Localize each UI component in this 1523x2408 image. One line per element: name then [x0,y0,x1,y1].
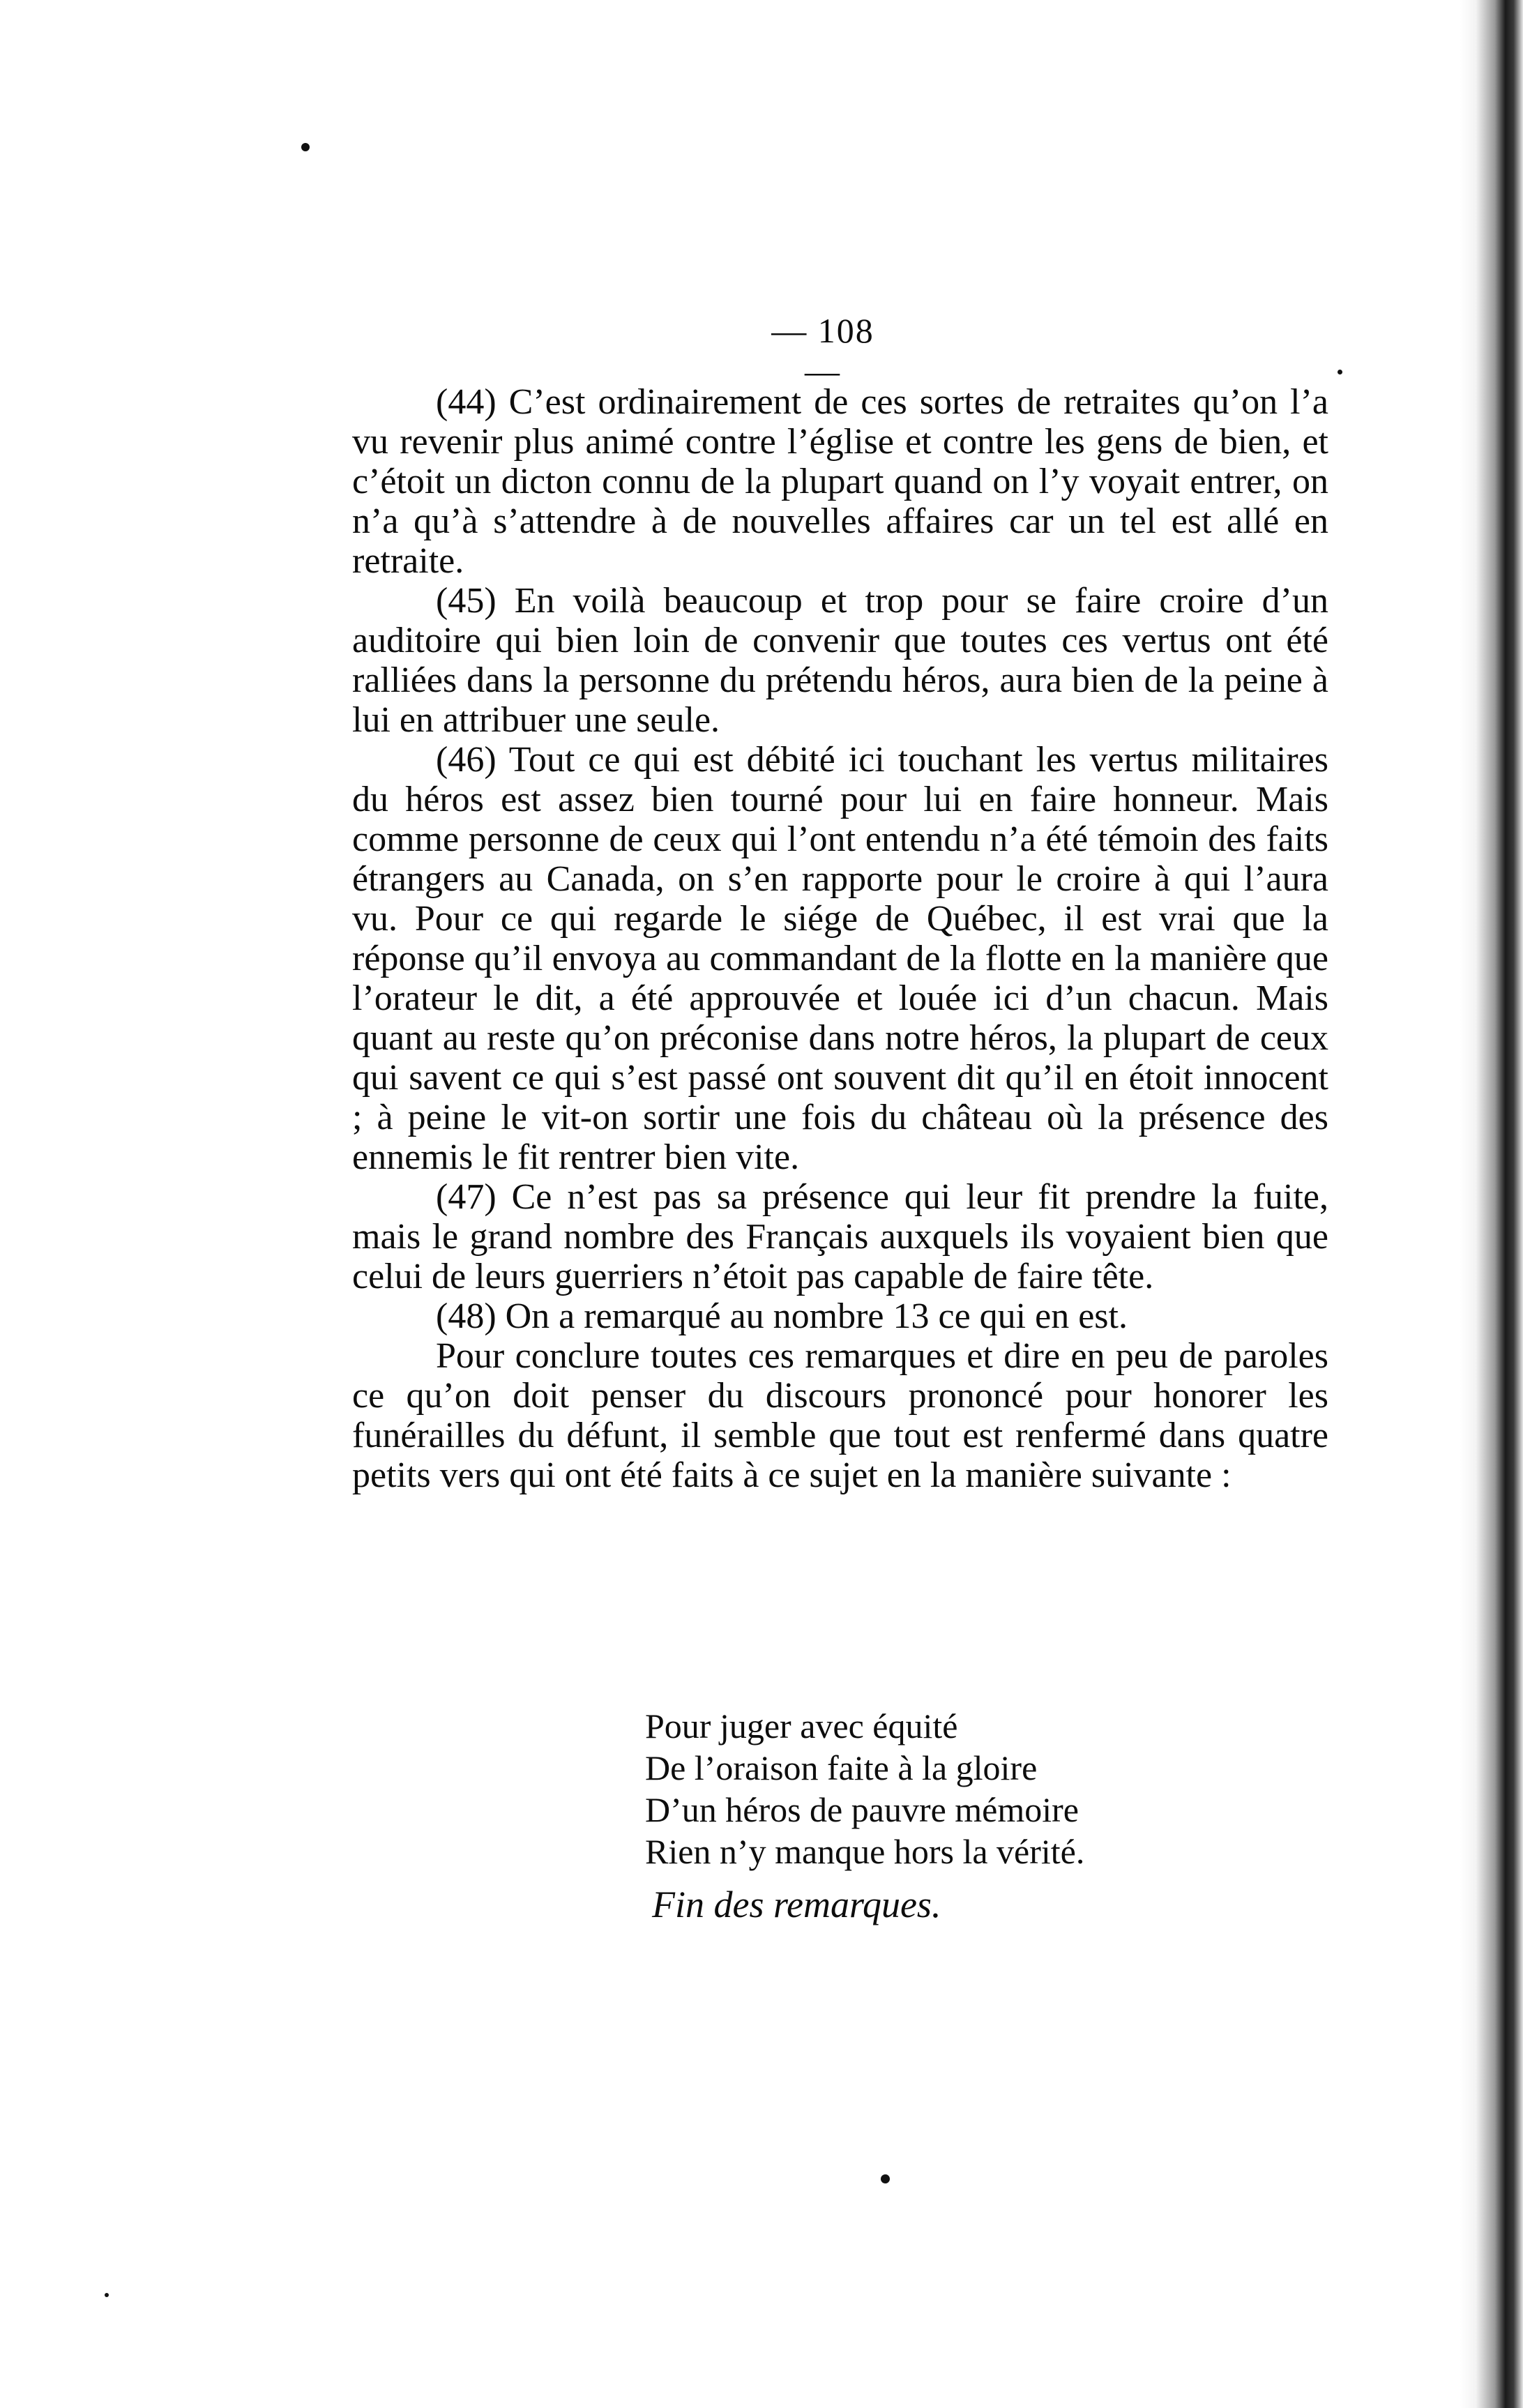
verse-line: D’un héros de pauvre mémoire [645,1790,1079,1829]
ink-speck [1338,370,1342,374]
paragraph-44: (44) C’est ordinairement de ces sortes de retraites qu’on l’a vu revenir plus animé contre l’église et contre les gens de bien, et c’étoit un dicton connu de la plupart quand on l’y voyait entrer, on n’a qu’à s’attendre à de nouvelles affaires car un tel est allé en retraite. [352,382,1328,581]
paragraph-47: (47) Ce n’est pas sa présence qui leur fit prendre la fuite, mais le grand nombre des Français auxquels ils voyaient bien que celui de leurs guerriers n’étoit pas capable de faire tête. [352,1177,1328,1296]
verse-line: Pour juger avec équité [645,1706,958,1746]
paragraph-46: (46) Tout ce qui est débité ici touchant les vertus militaires du héros est assez bien tourné pour lui en faire honneur. Mais comme personne de ceux qui l’ont entendu n’a été témoin des faits étrangers au Canada, on s’en rapporte pour le croire à qui l’aura vu. Pour ce qui regarde le siége de Québec, il est vrai que la réponse qu’il envoya au commandant de la flotte en la manière que l’orateur le dit, a été approuvée et louée ici d’un chacun. Mais quant au reste qu’on préconise dans notre héros, la plupart de ceux qui savent ce qui s’est passé ont souvent dit qu’il en étoit innocent ; à peine le vit-on sortir une fois du château où la présence des ennemis le fit rentrer bien vite. [352,740,1328,1177]
ink-speck [881,2174,890,2183]
page-number: — 108 — [771,311,874,391]
verse-block [645,1705,1273,1872]
ink-speck [301,143,310,151]
binding-edge-shadow [1460,0,1523,2408]
closing-line: Fin des remarques. [652,1884,941,1925]
paragraph-conclusion: Pour conclure toutes ces remarques et dire en peu de paroles ce qu’on doit penser du discours prononcé pour honorer les funérailles du défunt, il semble que tout est renfermé dans quatre petits vers qui ont été faits à ce sujet en la manière suivante : [352,1336,1328,1495]
paragraph-45: (45) En voilà beaucoup et trop pour se faire croire d’un auditoire qui bien loin de convenir que toutes ces vertus ont été ralliées dans la personne du prétendu héros, aura bien de la peine à lui en attribuer une seule. [352,581,1328,740]
ink-speck [105,2293,109,2297]
body-text [352,382,1328,1495]
verse-line: Rien n’y manque hors la vérité. [645,1832,1085,1871]
paragraph-48: (48) On a remarqué au nombre 13 ce qui en est. [436,1296,1128,1336]
verse-line: De l’oraison faite à la gloire [645,1748,1038,1787]
